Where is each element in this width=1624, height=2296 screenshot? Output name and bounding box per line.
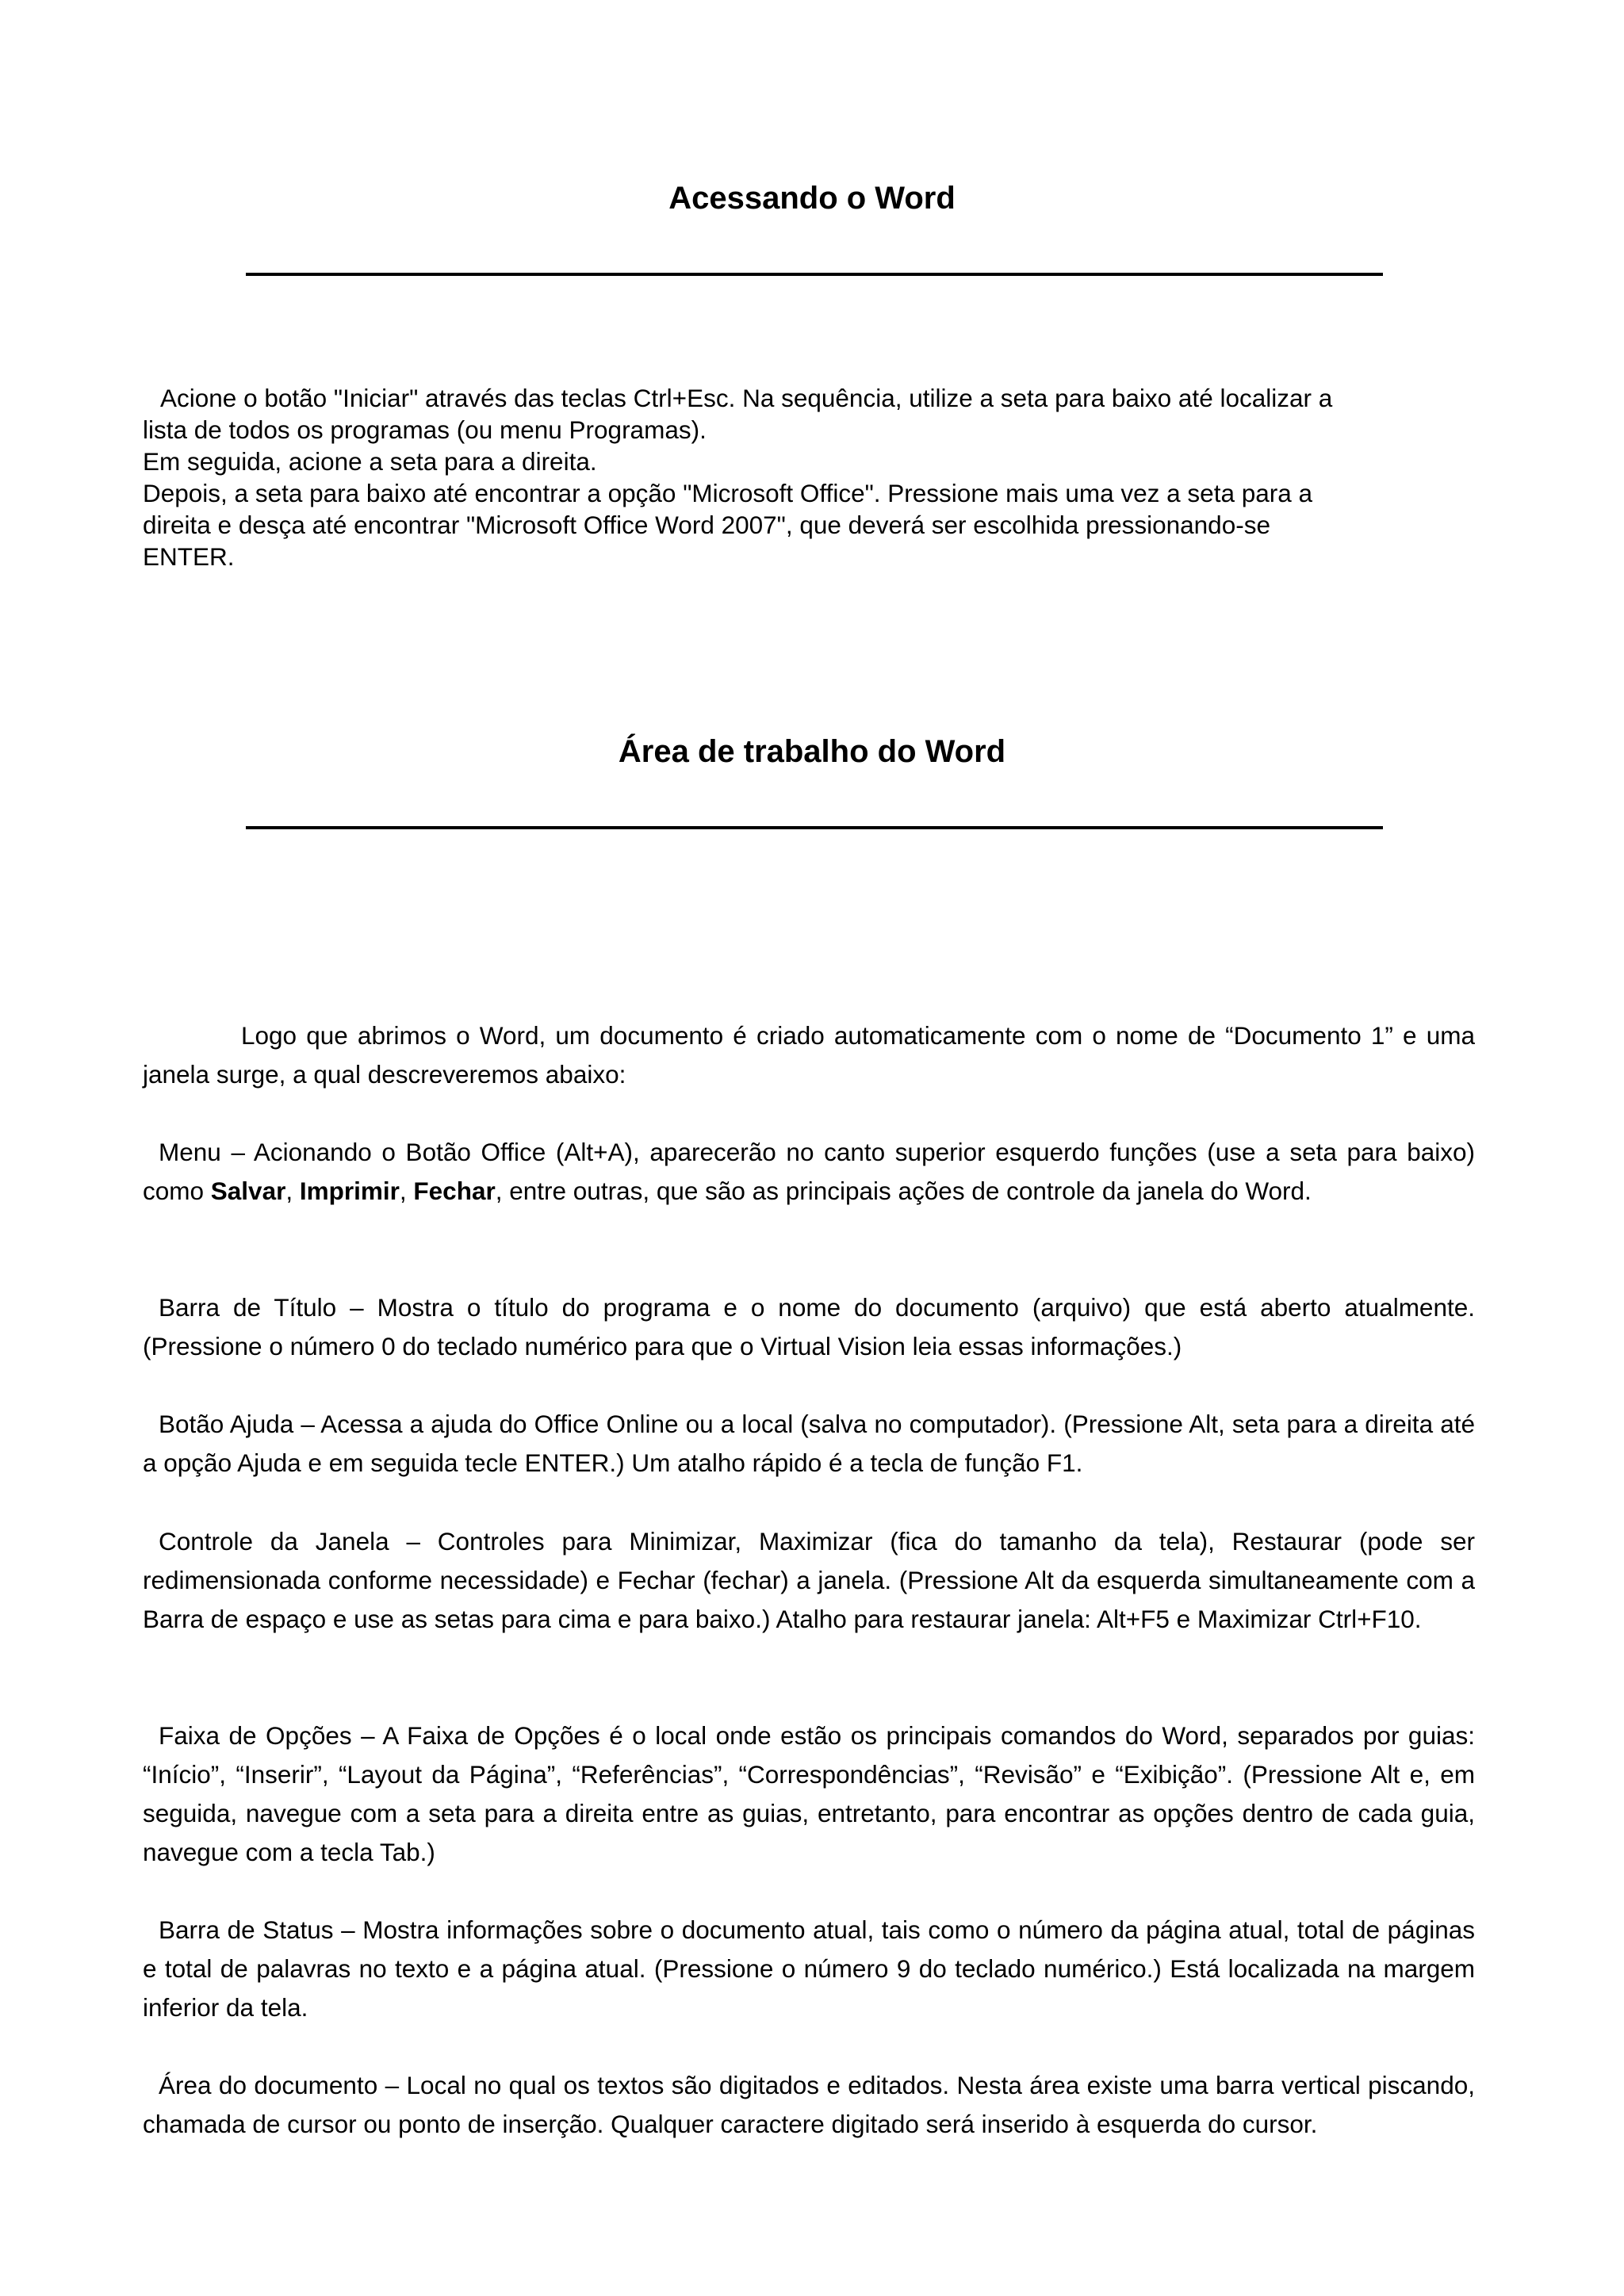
separator: , [285,1177,300,1205]
section-title-acessando: Acessando o Word [668,181,956,216]
paragraph-botao-ajuda: Botão Ajuda – Acessa a ajuda do Office Online ou a local (salva no computador). (Pressione Alt, seta para a direita até a opção Ajuda e em seguida tecle ENTER.) Um atalho rápido é a tecla de função F1. [143,1410,1475,1477]
intro-paragraph: Logo que abrimos o Word, um documento é criado automaticamente com o nome de “Documento 1” e uma janela surge, a qual descreveremos abaixo: [143,1021,1475,1089]
paragraph-barra-titulo: Barra de Título – Mostra o título do programa e o nome do documento (arquivo) que está aberto atualmente. (Pressione o número 0 do teclado numérico para que o Virtual Vision leia essas informações.) [143,1293,1475,1360]
body-line: Acione o botão "Iniciar" através das teclas Ctrl+Esc. Na sequência, utilize a seta para baixo até localizar a [160,384,1333,412]
menu-text-before: Menu – Acionando o Botão Office (Alt+A), aparecerão no canto superior esquerdo funções (use a seta para baixo) como [143,1138,1475,1205]
paragraph-faixa-opcoes: Faixa de Opções – A Faixa de Opções é o local onde estão os principais comandos do Word, separados por guias: “Início”, “Inserir”, “Layout da Página”, “Referências”, “Correspondências”, “Revisão” e “Exibição”. (Pressione Alt e, em seguida, navegue com a seta para a direita entre as guias, entretanto, para encontrar as opções dentro de cada guia, navegue com a tecla Tab.) [143,1721,1475,1866]
section-acessando-body [143,382,1475,572]
imprimir-term: Imprimir [299,1177,400,1205]
menu-text-after: , entre outras, que são as principais ações de controle da janela do Word. [495,1177,1312,1205]
separator: , [399,1177,414,1205]
body-line: ENTER. [143,542,235,571]
paragraph-controle-janela: Controle da Janela – Controles para Minimizar, Maximizar (fica do tamanho da tela), Restaurar (pode ser redimensionada conforme necessidade) e Fechar (fechar) a janela. (Pressione Alt da esquerda simultaneamente com a Barra de espaço e use as setas para cima e para baixo.) Atalho para restaurar janela: Alt+F5 e Maximizar Ctrl+F10. [143,1527,1475,1633]
body-line: lista de todos os programas (ou menu Programas). [143,415,707,444]
paragraph-area-documento: Área do documento – Local no qual os textos são digitados e editados. Nesta área existe uma barra vertical piscando, chamada de cursor ou ponto de inserção. Qualquer caractere digitado será inserido à esquerda do cursor. [143,2071,1475,2138]
body-line: direita e desça até encontrar "Microsoft Office Word 2007", que deverá ser escolhida pressionando-se [143,511,1270,539]
fechar-term: Fechar [413,1177,496,1205]
body-line: Depois, a seta para baixo até encontrar a opção "Microsoft Office". Pressione mais uma vez a seta para a [143,479,1313,507]
body-line: Em seguida, acione a seta para a direita. [143,447,597,476]
salvar-term: Salvar [210,1177,286,1205]
section-title-area-trabalho: Área de trabalho do Word [618,734,1006,769]
title-underline-1 [246,273,1383,276]
paragraph-barra-status: Barra de Status – Mostra informações sobre o documento atual, tais como o número da página atual, total de páginas e total de palavras no texto e a página atual. (Pressione o número 9 do teclado numérico.) Está localizada na margem inferior da tela. [143,1915,1475,2022]
title-underline-2 [246,826,1383,829]
paragraph-menu [143,1133,1475,1211]
